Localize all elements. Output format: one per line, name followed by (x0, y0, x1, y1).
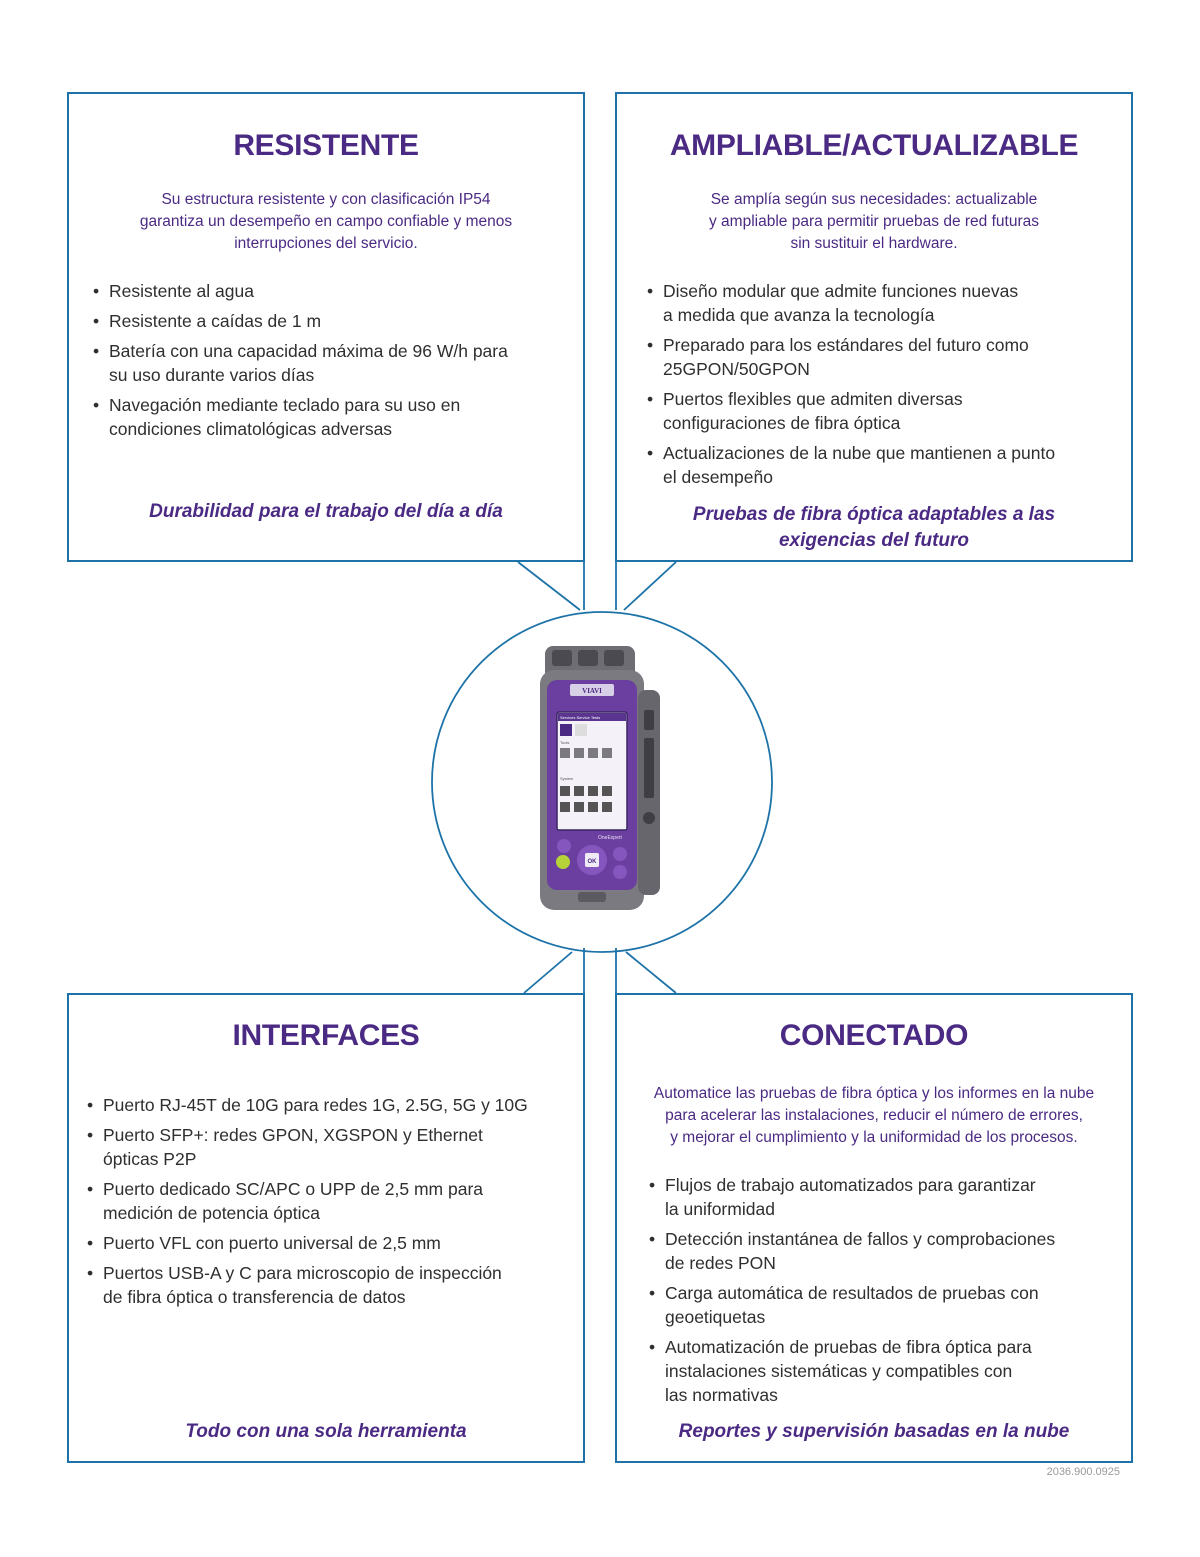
list-item (93, 309, 563, 333)
device-power-key-icon (556, 855, 570, 869)
device-side-port-2 (644, 738, 654, 798)
device-screen-icon-10 (574, 802, 584, 812)
list-item (87, 1123, 563, 1171)
list-item (647, 387, 1111, 435)
connector-bottom-right (626, 952, 676, 993)
device-screen-icon-7 (588, 786, 598, 796)
list-item (649, 1227, 1111, 1275)
list-item (93, 279, 563, 303)
box-footer-tagline (617, 502, 1131, 554)
bullet-list (93, 279, 563, 441)
device-top-port-mid (578, 650, 598, 666)
text-line: Reportes y supervisión basadas en la nube (678, 1421, 1070, 1442)
list-item-line: Flujos de trabajo automatizados para garantizar (665, 1175, 1036, 1195)
list-item (647, 279, 1111, 327)
list-item-line: Puertos flexibles que admiten diversas (663, 389, 963, 409)
list-item (647, 333, 1111, 381)
list-item-line: instalaciones sistemáticas y compatibles con (665, 1361, 1013, 1381)
text-line: sin sustituir el hardware. (790, 235, 958, 252)
text-line: Automatice las pruebas de fibra óptica y los informes en la nube (653, 1085, 1095, 1102)
device-top-port-right (604, 650, 624, 666)
list-item-line: Puerto VFL con puerto universal de 2,5 mm (103, 1233, 441, 1253)
text-line: garantiza un desempeño en campo confiable y menos (139, 213, 513, 230)
list-item (87, 1261, 563, 1309)
list-item-line: a medida que avanza la tecnología (663, 305, 935, 325)
device-screen-icon-12 (602, 802, 612, 812)
list-item-line: geoetiquetas (665, 1307, 766, 1327)
text-line: exigencias del futuro (778, 530, 970, 551)
box-title: AMPLIABLE/ACTUALIZABLE (669, 129, 1079, 162)
list-item-line: la uniformidad (665, 1199, 775, 1219)
device-screen-icon-2 (574, 748, 584, 758)
device-brand-text: VIAVI (582, 687, 602, 695)
list-item-line: su uso durante varios días (109, 365, 315, 385)
connector-bottom-left (524, 952, 572, 993)
list-item-line: Resistente a caídas de 1 m (109, 311, 322, 331)
list-item-line: Puerto dedicado SC/APC o UPP de 2,5 mm para (103, 1179, 484, 1199)
device-back-key-icon (613, 847, 627, 861)
device-image (530, 640, 670, 915)
device-menu-key-icon (613, 865, 627, 879)
device-screen-icon-6 (574, 786, 584, 796)
list-item-line: Puerto SFP+: redes GPON, XGSPON y Ethernet (103, 1125, 483, 1145)
list-item-line: Batería con una capacidad máxima de 96 W/h para (109, 341, 508, 361)
text-line: y mejorar el cumplimiento y la uniformidad de los procesos. (670, 1129, 1078, 1146)
text-line: Durabilidad para el trabajo del día a día (149, 501, 503, 522)
device-top-port-left (552, 650, 572, 666)
list-item-line: Preparado para los estándares del futuro como (663, 335, 1029, 355)
list-item (93, 393, 563, 441)
box-lead (109, 189, 543, 255)
device-side-port-3 (643, 812, 655, 824)
list-item-line: Navegación mediante teclado para su uso en (109, 395, 461, 415)
text-line: Pruebas de fibra óptica adaptables a las (692, 504, 1056, 525)
list-item (647, 441, 1111, 489)
device-screen-section-tools: Tools (560, 740, 570, 745)
device-ok-label: OK (587, 859, 597, 865)
device-screen-title: Services Service Tests (560, 715, 601, 720)
list-item (649, 1281, 1111, 1329)
list-item-line: Detección instantánea de fallos y comprobaciones (665, 1229, 1056, 1249)
text-line: Se amplía según sus necesidades: actualizable (710, 191, 1038, 208)
device-model-label: OneExpert (598, 835, 622, 841)
feature-box-conectado (615, 993, 1133, 1463)
list-item-line: medición de potencia óptica (103, 1203, 320, 1223)
text-line: para acelerar las instalaciones, reducir el número de errores, (665, 1107, 1083, 1124)
document-code: 2036.900.0925 (1046, 1466, 1120, 1478)
list-item-line: Actualizaciones de la nube que mantienen a punto (663, 443, 1056, 463)
text-line: y ampliable para permitir pruebas de red futuras (709, 213, 1039, 230)
device-screen-icon-11 (588, 802, 598, 812)
device-screen-icon-4 (602, 748, 612, 758)
text-line: interrupciones del servicio. (234, 235, 418, 252)
list-item-line: ópticas P2P (103, 1149, 197, 1169)
list-item (87, 1093, 563, 1117)
device-screen-icon-3 (588, 748, 598, 758)
list-item-line: configuraciones de fibra óptica (663, 413, 901, 433)
list-item-line: Puerto RJ-45T de 10G para redes 1G, 2.5G, 5G y 10G (103, 1095, 528, 1115)
connector-top-right (624, 562, 676, 610)
bullet-list (87, 1093, 563, 1309)
box-title: RESISTENTE (233, 129, 419, 162)
box-footer-tagline (69, 499, 583, 525)
list-item-line: las normativas (665, 1385, 778, 1405)
list-item (87, 1231, 563, 1255)
list-item-line: Carga automática de resultados de pruebas con (665, 1283, 1039, 1303)
device-screen-icon-9 (560, 802, 570, 812)
device-bottom-grip (578, 892, 606, 902)
device-screen-section-system: System (560, 776, 574, 781)
list-item-line: Diseño modular que admite funciones nuevas (663, 281, 1019, 301)
device-home-key-icon (557, 839, 571, 853)
list-item (87, 1177, 563, 1225)
device-screen-icon-1 (560, 748, 570, 758)
box-title: CONECTADO (779, 1019, 969, 1052)
list-item-line: 25GPON/50GPON (663, 359, 810, 379)
bullet-list (649, 1173, 1111, 1407)
list-item (649, 1173, 1111, 1221)
text-line: Todo con una sola herramienta (185, 1421, 467, 1442)
list-item-line: condiciones climatológicas adversas (109, 419, 393, 439)
device-side-port-1 (644, 710, 654, 730)
device-screen-tile-1 (560, 724, 572, 736)
feature-box-ampliable (615, 92, 1133, 562)
list-item (93, 339, 563, 387)
device-screen-icon-8 (602, 786, 612, 796)
box-footer-tagline (69, 1419, 583, 1445)
bullet-list (647, 279, 1111, 489)
feature-box-interfaces (67, 993, 585, 1463)
connector-top-left (518, 562, 580, 610)
text-line: Su estructura resistente y con clasificación IP54 (161, 191, 491, 208)
list-item-line: de fibra óptica o transferencia de datos (103, 1287, 406, 1307)
feature-box-resistente (67, 92, 585, 562)
device-screen-icon-5 (560, 786, 570, 796)
device-screen-tile-2 (575, 724, 587, 736)
list-item-line: Automatización de pruebas de fibra óptica para (665, 1337, 1032, 1357)
list-item (649, 1335, 1111, 1407)
list-item-line: Resistente al agua (109, 281, 254, 301)
list-item-line: Puertos USB-A y C para microscopio de inspección (103, 1263, 502, 1283)
list-item-line: el desempeño (663, 467, 773, 487)
box-lead (657, 189, 1091, 255)
box-title: INTERFACES (232, 1019, 420, 1052)
box-footer-tagline (617, 1419, 1131, 1445)
box-lead (631, 1083, 1117, 1149)
list-item-line: de redes PON (665, 1253, 776, 1273)
